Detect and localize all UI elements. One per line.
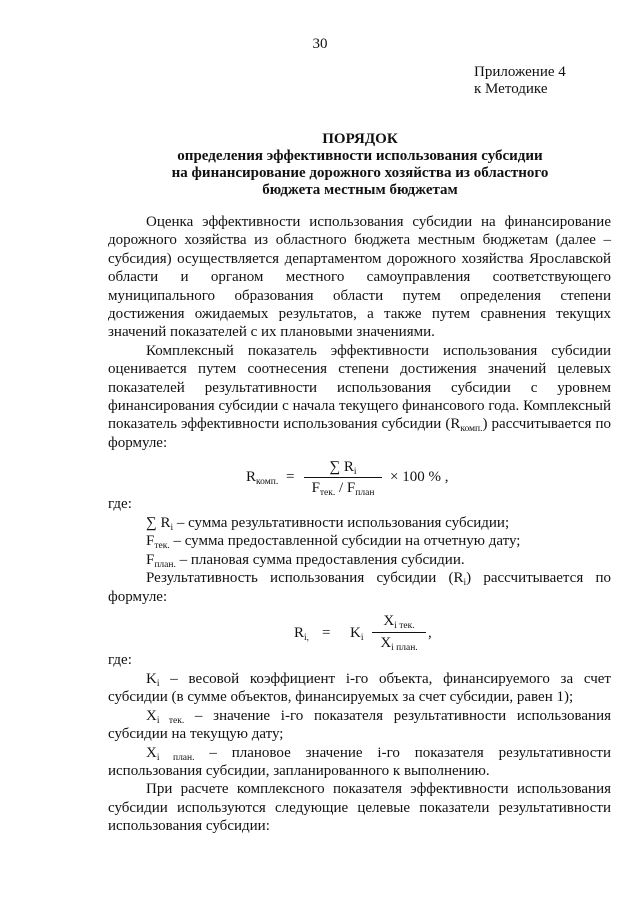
- def-3-sub: план.: [154, 559, 176, 570]
- definitions-1: [108, 514, 611, 606]
- formula-1-lhs-sub: комп.: [256, 477, 279, 487]
- formula-2-fraction-bar: [372, 632, 426, 633]
- formula-1-fraction-bar: [304, 477, 382, 478]
- title-line-3: бюджета местным бюджетам: [262, 182, 458, 198]
- paragraph-2: [108, 342, 611, 452]
- title-line-2: на финансирование дорожного хозяйства из областного: [171, 165, 549, 181]
- definition-sum-r: [108, 514, 611, 532]
- def-6-text: – плановое значение i-го показателя результативности использования субсидии, запланированного к выполнению.: [108, 744, 611, 780]
- def-1-text: – сумма результативности использования субсидии;: [173, 515, 510, 531]
- formula-1-lhs: [246, 468, 278, 486]
- appendix-line-1: Приложение 4: [474, 64, 566, 80]
- definition-x-tek: [108, 707, 611, 744]
- paragraph-3-sub: i: [463, 578, 467, 589]
- paragraph-3-text-a: Результативность использования субсидии (R: [146, 570, 464, 587]
- definition-f-plan: [108, 551, 611, 569]
- def-4-sub: i: [156, 679, 160, 689]
- formula-2-k-sub: i: [360, 633, 364, 643]
- def-6-sub: i план.: [156, 752, 195, 763]
- paragraph-2-text-b: ) рассчитывается по формуле:: [108, 416, 611, 451]
- formula-2-lhs: [294, 624, 309, 642]
- paragraph-1: Оценка эффективности использования субсидии на финансирование дорожного хозяйства из областного бюджета местным бюджетам (далее – субсидия) осуществляется департаментом дорожного хозяйства Ярославской области и органом местного самоуправления соответствующего муниципального образования области путем определения степени достижения ожидаемых результатов, а также путем сравнения текущих значений показателей с их плановыми значениями.: [108, 214, 611, 341]
- appendix-label: [474, 64, 566, 98]
- definition-x-plan: [108, 744, 611, 781]
- paragraph-3-text-b: ) рассчитывается по формуле:: [108, 570, 611, 605]
- formula-1-den-b-sub: план: [355, 488, 375, 498]
- formula-1-den-a: F: [311, 480, 320, 496]
- def-2-text: – сумма предоставленной субсидии на отчетную дату;: [169, 533, 521, 550]
- def-3-text: – плановая сумма предоставления субсидии.: [175, 551, 465, 568]
- definition-f-tek: [108, 532, 611, 550]
- formula-1-numerator: [304, 458, 382, 476]
- paragraph-4: При расчете комплексного показателя эффективности использования субсидии используются следующие целевые показатели результативности использования субсидии:: [108, 781, 611, 835]
- paragraph-2-text-a: Комплексный показатель эффективности использования субсидии оценивается путем соотнесения степени достижения значений целевых показателей результативности использования субсидии с уровнем финансирования субсидии с начала текущего финансового года. Комплексный показатель эффективности использования субсидии (R: [108, 342, 611, 433]
- paragraph-2-sub: комп.: [460, 424, 483, 435]
- definition-k: [108, 670, 611, 707]
- body-block-1: [108, 213, 611, 452]
- def-5-text: – значение i-го показателя результативности использования субсидии на текущую дату;: [108, 707, 611, 743]
- def-2-symbol: F: [146, 533, 155, 550]
- formula-2-lhs-symbol: R: [294, 625, 305, 641]
- formula-1-den-a-sub: тек.: [319, 488, 336, 498]
- where-label-2: где:: [108, 652, 132, 668]
- paragraph-3: [108, 569, 611, 606]
- formula-2-lhs-sub: i,: [304, 633, 310, 643]
- document-title: [150, 131, 570, 199]
- def-2-sub: тек.: [154, 541, 170, 552]
- def-1-symbol: ∑ R: [146, 515, 171, 531]
- def-4-symbol: K: [146, 671, 157, 687]
- formula-2-tail: ,: [428, 625, 432, 641]
- formula-1-denominator: [298, 479, 388, 497]
- def-4-text: – весовой коэффициент i-го объекта, финансируемого за счет субсидии (в сумме объектов, финансируемых за счет субсидии, равен 1);: [108, 671, 611, 706]
- def-5-sub: i тек.: [156, 715, 185, 726]
- appendix-line-2: к Методике: [474, 81, 548, 97]
- definitions-2: [108, 670, 611, 836]
- def-1-sub: i: [170, 523, 174, 533]
- formula-1-num-symbol: ∑ R: [329, 459, 354, 475]
- formula-2-denominator: [370, 634, 428, 652]
- formula-2-k-symbol: K: [350, 625, 361, 641]
- formula-2-k: [350, 624, 363, 642]
- formula-2-equals: =: [322, 625, 331, 641]
- title-line-1: определения эффективности использования субсидии: [177, 148, 543, 164]
- formula-2-num-sub: i тек.: [394, 621, 415, 631]
- formula-2-den-symbol: X: [380, 635, 392, 651]
- def-6-symbol: X: [146, 744, 157, 761]
- where-label-1: где:: [108, 496, 132, 512]
- formula-1-lhs-symbol: R: [246, 469, 257, 485]
- formula-1-equals: =: [286, 469, 295, 485]
- def-5-symbol: X: [146, 707, 157, 724]
- formula-1-tail: × 100 % ,: [390, 469, 449, 485]
- formula-1-den-mid: / F: [335, 480, 356, 496]
- page-number: 30: [312, 36, 328, 52]
- formula-2-numerator: [372, 612, 426, 630]
- def-3-symbol: F: [146, 551, 155, 568]
- formula-1-num-sub: i: [353, 467, 357, 477]
- formula-2-num-symbol: X: [383, 613, 395, 629]
- title-main: ПОРЯДОК: [322, 131, 398, 147]
- formula-2-den-sub: i план.: [391, 643, 418, 653]
